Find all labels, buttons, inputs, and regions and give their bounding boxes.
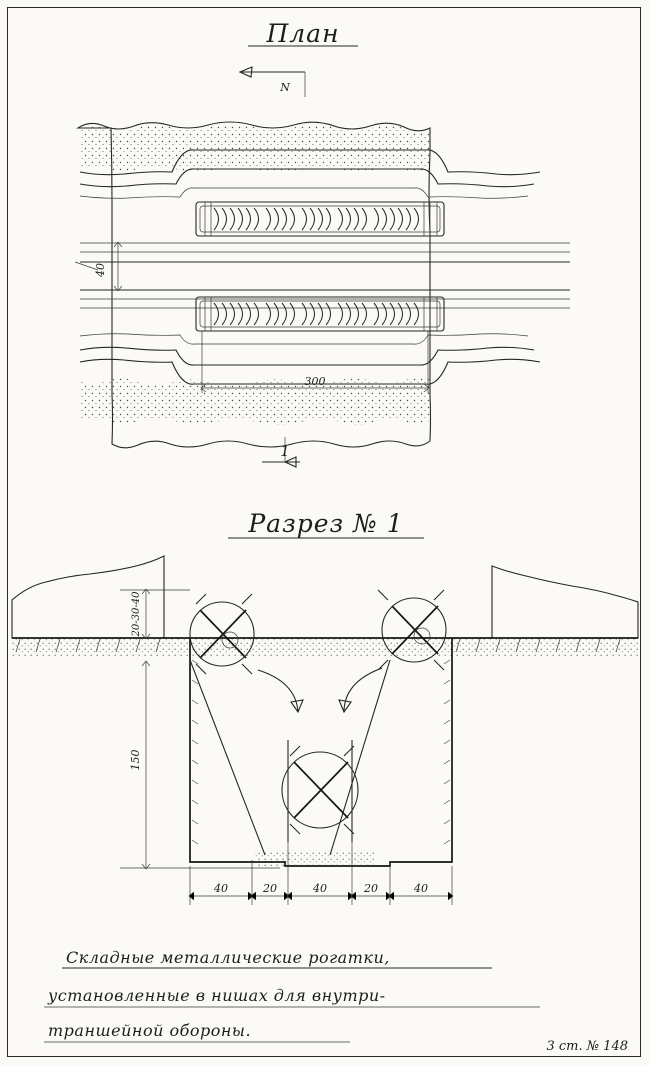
plan-trench-lines	[80, 150, 570, 384]
section-title: Разрез № 1	[248, 509, 404, 538]
footer-note: 3 ст. № 148	[546, 1039, 628, 1054]
caption-line-3: траншейной обороны.	[48, 1021, 252, 1040]
caption-line-1: Складные металлические рогатки,	[66, 948, 390, 967]
section-dimension-depth	[120, 589, 280, 869]
caption-line-2: установленные в нишах для внутри-	[48, 986, 386, 1005]
section-dim-4: 20	[364, 882, 378, 895]
north-arrow-icon	[240, 67, 305, 97]
plan-dim-300: 300	[304, 375, 326, 388]
plan-niche-upper	[196, 202, 444, 236]
obstacle-right	[378, 590, 446, 670]
plan-view-group	[75, 67, 570, 467]
obstacle-center	[282, 740, 358, 842]
section-marker-label: 1	[280, 442, 290, 460]
section-parapet-height: 20-30-40	[131, 591, 142, 637]
plan-dim-40: 40	[94, 263, 107, 277]
section-dim-3: 40	[313, 882, 327, 895]
plan-title: План	[266, 19, 340, 48]
section-trench-depth: 150	[129, 749, 142, 771]
section-view-group	[12, 556, 638, 905]
section-dim-2: 20	[263, 882, 277, 895]
obstacle-left	[190, 594, 254, 674]
section-dim-5: 40	[414, 882, 428, 895]
section-dim-1: 40	[214, 882, 228, 895]
north-label: N	[280, 81, 290, 94]
plan-niche-lower	[196, 297, 444, 331]
